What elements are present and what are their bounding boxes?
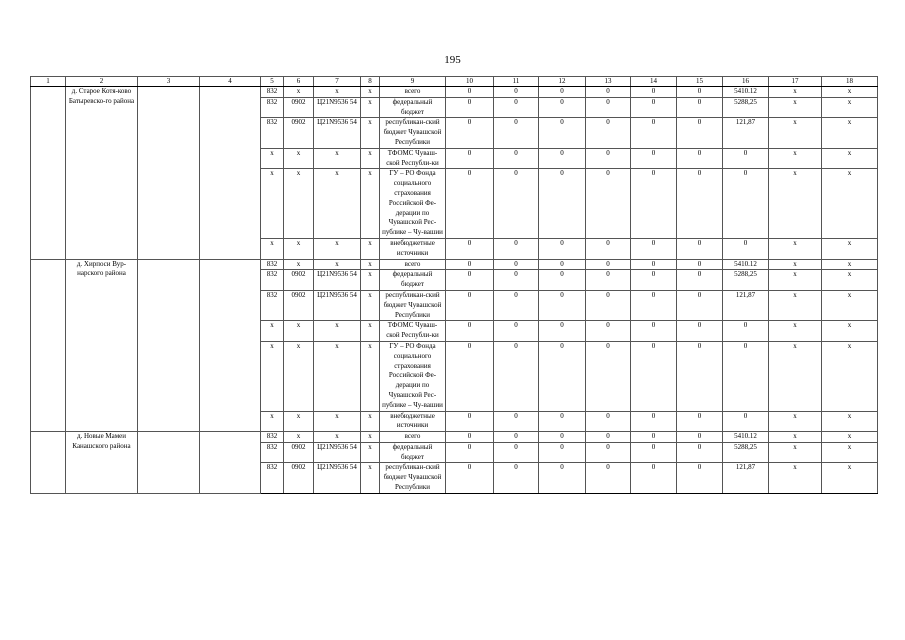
col-header: 11 xyxy=(494,77,539,87)
code-7-cell: Ц21N9536 54 xyxy=(314,463,361,493)
value-11-cell: 0 xyxy=(494,169,539,239)
code-6-cell: x xyxy=(284,411,314,432)
value-12-cell: 0 xyxy=(539,432,586,443)
code-7-cell: x xyxy=(314,238,361,259)
col-header: 13 xyxy=(586,77,631,87)
value-13-cell: 0 xyxy=(586,341,631,411)
value-13-cell: 0 xyxy=(586,87,631,98)
code-5-cell: 832 xyxy=(261,442,284,463)
code-8-cell: x xyxy=(361,463,380,493)
value-12-cell: 0 xyxy=(539,411,586,432)
col-header: 16 xyxy=(723,77,769,87)
value-18-cell: x xyxy=(822,432,878,443)
value-17-cell: x xyxy=(769,463,822,493)
code-6-cell: x xyxy=(284,87,314,98)
code-5-cell: 832 xyxy=(261,432,284,443)
value-12-cell: 0 xyxy=(539,148,586,169)
value-12-cell: 0 xyxy=(539,87,586,98)
value-14-cell: 0 xyxy=(631,432,677,443)
code-5-cell: 832 xyxy=(261,118,284,148)
settlement-name-cell: д. Новые Мамеи Канашского района xyxy=(66,432,138,494)
source-cell: республикан-ский бюджет Чувашской Республики xyxy=(380,463,446,493)
source-cell: всего xyxy=(380,259,446,270)
value-15-cell: 0 xyxy=(677,259,723,270)
col-header: 15 xyxy=(677,77,723,87)
code-8-cell: x xyxy=(361,442,380,463)
value-16-cell: 5410.12 xyxy=(723,259,769,270)
value-15-cell: 0 xyxy=(677,97,723,118)
value-14-cell: 0 xyxy=(631,259,677,270)
value-11-cell: 0 xyxy=(494,463,539,493)
value-12-cell: 0 xyxy=(539,321,586,342)
value-13-cell: 0 xyxy=(586,169,631,239)
value-17-cell: x xyxy=(769,411,822,432)
col-header: 9 xyxy=(380,77,446,87)
code-5-cell: 832 xyxy=(261,290,284,320)
code-7-cell: x xyxy=(314,341,361,411)
value-14-cell: 0 xyxy=(631,411,677,432)
code-5-cell: x xyxy=(261,169,284,239)
code-7-cell: Ц21N9536 54 xyxy=(314,290,361,320)
row-number-cell xyxy=(31,87,66,260)
value-15-cell: 0 xyxy=(677,290,723,320)
value-14-cell: 0 xyxy=(631,118,677,148)
code-5-cell: x xyxy=(261,321,284,342)
col-header: 14 xyxy=(631,77,677,87)
code-5-cell: 832 xyxy=(261,97,284,118)
code-5-cell: 832 xyxy=(261,259,284,270)
value-15-cell: 0 xyxy=(677,442,723,463)
value-13-cell: 0 xyxy=(586,97,631,118)
value-17-cell: x xyxy=(769,432,822,443)
code-8-cell: x xyxy=(361,169,380,239)
col-header: 12 xyxy=(539,77,586,87)
code-7-cell: Ц21N9536 54 xyxy=(314,97,361,118)
value-15-cell: 0 xyxy=(677,169,723,239)
row-number-cell xyxy=(31,432,66,494)
value-17-cell: x xyxy=(769,169,822,239)
code-6-cell: 0902 xyxy=(284,290,314,320)
source-cell: ГУ – РО Фонда социального страхования Российской Фе-дерации по Чувашской Рес-публике – Чу-вашии xyxy=(380,169,446,239)
source-cell: всего xyxy=(380,87,446,98)
value-12-cell: 0 xyxy=(539,442,586,463)
value-16-cell: 5288,25 xyxy=(723,97,769,118)
value-10-cell: 0 xyxy=(446,118,494,148)
value-18-cell: x xyxy=(822,169,878,239)
value-14-cell: 0 xyxy=(631,148,677,169)
source-cell: ТФОМС Чуваш-ской Республи-ки xyxy=(380,321,446,342)
value-14-cell: 0 xyxy=(631,341,677,411)
value-12-cell: 0 xyxy=(539,341,586,411)
value-12-cell: 0 xyxy=(539,238,586,259)
value-15-cell: 0 xyxy=(677,321,723,342)
value-11-cell: 0 xyxy=(494,432,539,443)
code-8-cell: x xyxy=(361,432,380,443)
col-header: 8 xyxy=(361,77,380,87)
col-header: 5 xyxy=(261,77,284,87)
code-5-cell: 832 xyxy=(261,87,284,98)
value-10-cell: 0 xyxy=(446,463,494,493)
value-18-cell: x xyxy=(822,87,878,98)
value-16-cell: 0 xyxy=(723,169,769,239)
value-10-cell: 0 xyxy=(446,411,494,432)
value-17-cell: x xyxy=(769,290,822,320)
value-10-cell: 0 xyxy=(446,290,494,320)
value-17-cell: x xyxy=(769,238,822,259)
source-cell: республикан-ский бюджет Чувашской Республики xyxy=(380,118,446,148)
value-13-cell: 0 xyxy=(586,290,631,320)
value-18-cell: x xyxy=(822,148,878,169)
table-row xyxy=(31,259,878,270)
value-11-cell: 0 xyxy=(494,259,539,270)
value-16-cell: 0 xyxy=(723,341,769,411)
col-header: 17 xyxy=(769,77,822,87)
value-14-cell: 0 xyxy=(631,463,677,493)
table-row xyxy=(31,432,878,443)
value-17-cell: x xyxy=(769,87,822,98)
value-10-cell: 0 xyxy=(446,432,494,443)
value-10-cell: 0 xyxy=(446,442,494,463)
value-10-cell: 0 xyxy=(446,270,494,291)
value-17-cell: x xyxy=(769,442,822,463)
value-11-cell: 0 xyxy=(494,321,539,342)
code-6-cell: x xyxy=(284,259,314,270)
value-10-cell: 0 xyxy=(446,148,494,169)
settlement-name-cell: д. Хирпоси Вур-нарского района xyxy=(66,259,138,432)
value-13-cell: 0 xyxy=(586,259,631,270)
value-17-cell: x xyxy=(769,97,822,118)
code-7-cell: x xyxy=(314,87,361,98)
source-cell: внебюджетные источники xyxy=(380,411,446,432)
value-15-cell: 0 xyxy=(677,87,723,98)
value-18-cell: x xyxy=(822,463,878,493)
code-8-cell: x xyxy=(361,321,380,342)
value-15-cell: 0 xyxy=(677,463,723,493)
value-13-cell: 0 xyxy=(586,432,631,443)
value-13-cell: 0 xyxy=(586,118,631,148)
value-16-cell: 5410.12 xyxy=(723,432,769,443)
code-5-cell: x xyxy=(261,148,284,169)
value-12-cell: 0 xyxy=(539,290,586,320)
code-6-cell: 0902 xyxy=(284,97,314,118)
value-11-cell: 0 xyxy=(494,118,539,148)
code-7-cell: Ц21N9536 54 xyxy=(314,442,361,463)
page-number: 195 xyxy=(444,54,461,66)
value-13-cell: 0 xyxy=(586,148,631,169)
value-17-cell: x xyxy=(769,270,822,291)
source-cell: республикан-ский бюджет Чувашской Республики xyxy=(380,290,446,320)
value-18-cell: x xyxy=(822,442,878,463)
code-7-cell: x xyxy=(314,169,361,239)
code-5-cell: x xyxy=(261,341,284,411)
value-18-cell: x xyxy=(822,411,878,432)
column-3-cell xyxy=(138,259,200,432)
value-16-cell: 5410.12 xyxy=(723,87,769,98)
value-12-cell: 0 xyxy=(539,463,586,493)
value-16-cell: 5288,25 xyxy=(723,442,769,463)
code-6-cell: x xyxy=(284,341,314,411)
budget-table xyxy=(30,76,878,494)
value-11-cell: 0 xyxy=(494,290,539,320)
value-14-cell: 0 xyxy=(631,169,677,239)
value-15-cell: 0 xyxy=(677,411,723,432)
code-6-cell: x xyxy=(284,238,314,259)
code-8-cell: x xyxy=(361,97,380,118)
code-5-cell: x xyxy=(261,238,284,259)
code-5-cell: 832 xyxy=(261,270,284,291)
col-header: 6 xyxy=(284,77,314,87)
value-18-cell: x xyxy=(822,270,878,291)
value-18-cell: x xyxy=(822,97,878,118)
value-12-cell: 0 xyxy=(539,259,586,270)
value-17-cell: x xyxy=(769,118,822,148)
header-row xyxy=(31,77,878,87)
source-cell: федеральный бюджет xyxy=(380,97,446,118)
col-header: 3 xyxy=(138,77,200,87)
code-6-cell: 0902 xyxy=(284,118,314,148)
value-16-cell: 0 xyxy=(723,148,769,169)
value-14-cell: 0 xyxy=(631,97,677,118)
column-4-cell xyxy=(200,259,261,432)
value-17-cell: x xyxy=(769,341,822,411)
code-7-cell: x xyxy=(314,148,361,169)
value-15-cell: 0 xyxy=(677,432,723,443)
code-8-cell: x xyxy=(361,411,380,432)
value-10-cell: 0 xyxy=(446,87,494,98)
column-4-cell xyxy=(200,432,261,494)
column-3-cell xyxy=(138,87,200,260)
code-6-cell: x xyxy=(284,321,314,342)
value-10-cell: 0 xyxy=(446,259,494,270)
source-cell: внебюджетные источники xyxy=(380,238,446,259)
code-5-cell: x xyxy=(261,411,284,432)
code-6-cell: x xyxy=(284,169,314,239)
code-8-cell: x xyxy=(361,118,380,148)
value-18-cell: x xyxy=(822,118,878,148)
value-18-cell: x xyxy=(822,238,878,259)
source-cell: федеральный бюджет xyxy=(380,270,446,291)
value-16-cell: 121,87 xyxy=(723,118,769,148)
value-10-cell: 0 xyxy=(446,97,494,118)
value-10-cell: 0 xyxy=(446,321,494,342)
value-11-cell: 0 xyxy=(494,148,539,169)
code-8-cell: x xyxy=(361,238,380,259)
value-14-cell: 0 xyxy=(631,290,677,320)
value-11-cell: 0 xyxy=(494,270,539,291)
value-11-cell: 0 xyxy=(494,87,539,98)
code-8-cell: x xyxy=(361,259,380,270)
value-10-cell: 0 xyxy=(446,238,494,259)
value-16-cell: 0 xyxy=(723,411,769,432)
code-5-cell: 832 xyxy=(261,463,284,493)
col-header: 7 xyxy=(314,77,361,87)
code-8-cell: x xyxy=(361,290,380,320)
value-13-cell: 0 xyxy=(586,442,631,463)
value-11-cell: 0 xyxy=(494,442,539,463)
value-13-cell: 0 xyxy=(586,463,631,493)
col-header: 1 xyxy=(31,77,66,87)
value-17-cell: x xyxy=(769,148,822,169)
value-15-cell: 0 xyxy=(677,341,723,411)
code-8-cell: x xyxy=(361,148,380,169)
value-11-cell: 0 xyxy=(494,341,539,411)
code-6-cell: 0902 xyxy=(284,463,314,493)
value-13-cell: 0 xyxy=(586,270,631,291)
value-14-cell: 0 xyxy=(631,321,677,342)
value-15-cell: 0 xyxy=(677,238,723,259)
value-18-cell: x xyxy=(822,259,878,270)
code-6-cell: 0902 xyxy=(284,270,314,291)
value-10-cell: 0 xyxy=(446,341,494,411)
value-18-cell: x xyxy=(822,341,878,411)
row-number-cell xyxy=(31,259,66,432)
value-12-cell: 0 xyxy=(539,270,586,291)
value-13-cell: 0 xyxy=(586,411,631,432)
value-14-cell: 0 xyxy=(631,270,677,291)
code-7-cell: x xyxy=(314,321,361,342)
col-header: 10 xyxy=(446,77,494,87)
value-11-cell: 0 xyxy=(494,97,539,118)
column-4-cell xyxy=(200,87,261,260)
value-18-cell: x xyxy=(822,321,878,342)
value-15-cell: 0 xyxy=(677,148,723,169)
value-12-cell: 0 xyxy=(539,118,586,148)
code-8-cell: x xyxy=(361,270,380,291)
source-cell: ТФОМС Чуваш-ской Республи-ки xyxy=(380,148,446,169)
value-16-cell: 5288,25 xyxy=(723,270,769,291)
value-10-cell: 0 xyxy=(446,169,494,239)
value-11-cell: 0 xyxy=(494,411,539,432)
code-8-cell: x xyxy=(361,87,380,98)
source-cell: ГУ – РО Фонда социального страхования Российской Фе-дерации по Чувашской Рес-публике – Чу-вашии xyxy=(380,341,446,411)
value-16-cell: 121,87 xyxy=(723,463,769,493)
value-17-cell: x xyxy=(769,321,822,342)
value-16-cell: 121,87 xyxy=(723,290,769,320)
value-16-cell: 0 xyxy=(723,321,769,342)
value-14-cell: 0 xyxy=(631,238,677,259)
table-body xyxy=(31,87,878,494)
value-14-cell: 0 xyxy=(631,442,677,463)
value-12-cell: 0 xyxy=(539,169,586,239)
code-8-cell: x xyxy=(361,341,380,411)
source-cell: всего xyxy=(380,432,446,443)
code-6-cell: x xyxy=(284,432,314,443)
code-7-cell: x xyxy=(314,411,361,432)
col-header: 2 xyxy=(66,77,138,87)
value-13-cell: 0 xyxy=(586,238,631,259)
code-7-cell: Ц21N9536 54 xyxy=(314,270,361,291)
value-17-cell: x xyxy=(769,259,822,270)
value-15-cell: 0 xyxy=(677,270,723,291)
value-15-cell: 0 xyxy=(677,118,723,148)
code-7-cell: Ц21N9536 54 xyxy=(314,118,361,148)
source-cell: федеральный бюджет xyxy=(380,442,446,463)
code-6-cell: x xyxy=(284,148,314,169)
value-11-cell: 0 xyxy=(494,238,539,259)
settlement-name-cell: д. Старое Котя-ково Батыревско-го района xyxy=(66,87,138,260)
code-6-cell: 0902 xyxy=(284,442,314,463)
value-13-cell: 0 xyxy=(586,321,631,342)
value-12-cell: 0 xyxy=(539,97,586,118)
code-7-cell: x xyxy=(314,259,361,270)
value-14-cell: 0 xyxy=(631,87,677,98)
col-header: 18 xyxy=(822,77,878,87)
table-row xyxy=(31,87,878,98)
column-3-cell xyxy=(138,432,200,494)
value-18-cell: x xyxy=(822,290,878,320)
value-16-cell: 0 xyxy=(723,238,769,259)
code-7-cell: x xyxy=(314,432,361,443)
col-header: 4 xyxy=(200,77,261,87)
